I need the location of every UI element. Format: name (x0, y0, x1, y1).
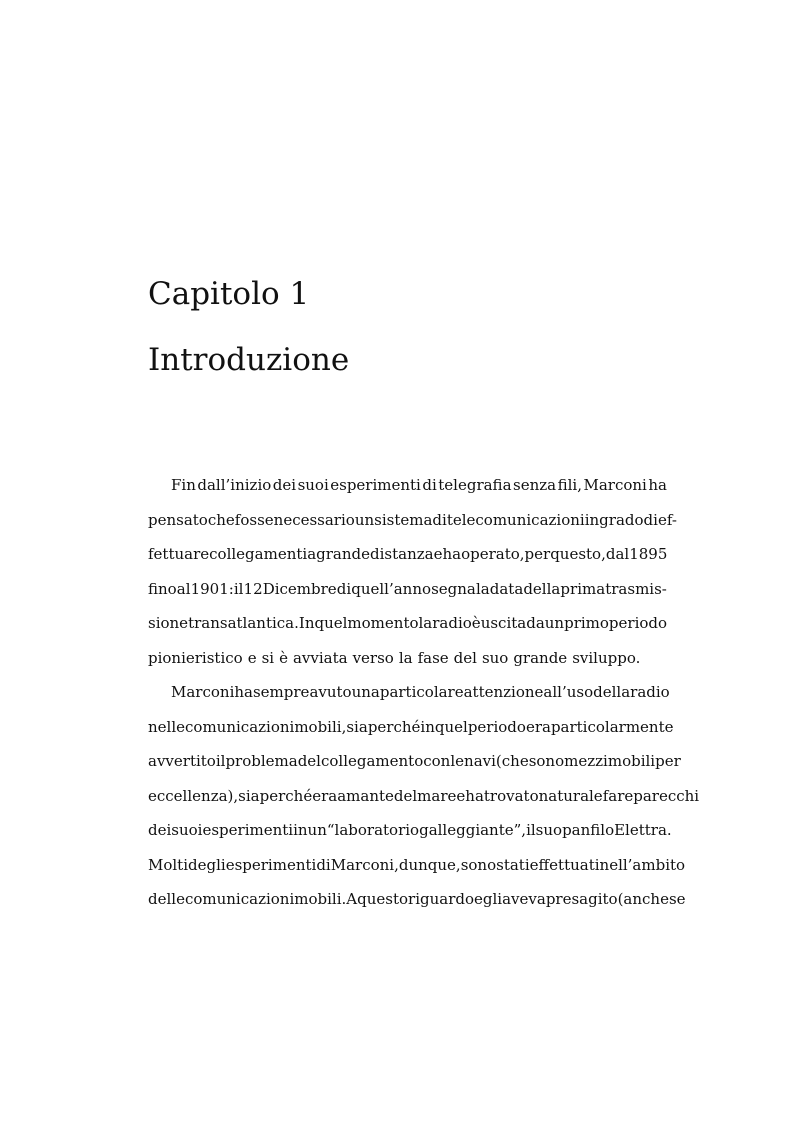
word: e (456, 786, 466, 805)
word: dunque, (398, 855, 461, 874)
word: prima (560, 579, 606, 598)
word: ha (465, 786, 484, 805)
word: di (643, 510, 658, 529)
word: era (312, 786, 338, 805)
word: nell’ambito (599, 855, 686, 874)
word: attenzione (463, 683, 544, 701)
word: Marconi (583, 476, 647, 494)
word: nelle (148, 717, 186, 736)
word: ha (648, 476, 667, 494)
word: suo (481, 648, 509, 667)
word: degli (188, 855, 226, 874)
word: sviluppo. (572, 648, 641, 667)
text-line (148, 474, 667, 509)
word: panfilo (562, 821, 615, 839)
word: avviata (292, 648, 348, 667)
word: fosse (234, 510, 274, 529)
word: grande (316, 545, 370, 563)
word: radio (432, 614, 472, 632)
word: particolare (379, 683, 464, 701)
word: necessario (273, 510, 355, 529)
chapter-title: Introduzione (148, 342, 350, 378)
word: Dicembre (262, 579, 337, 598)
word: pensato (148, 510, 208, 529)
word: ef- (657, 510, 677, 529)
word: del (297, 752, 321, 770)
word: che (207, 510, 235, 529)
word: era (525, 717, 551, 736)
word: in (420, 717, 435, 736)
word: si (261, 648, 275, 667)
word: mezzi (564, 752, 608, 770)
word: di (422, 476, 437, 494)
word: collegamento (320, 752, 424, 770)
word: comunicazioni (184, 890, 295, 908)
word: ha (442, 545, 462, 563)
word: eccellenza), (148, 786, 239, 805)
word: mare (417, 786, 457, 805)
text-line (148, 819, 672, 854)
text-line (148, 785, 700, 820)
word: dei (148, 821, 172, 839)
word: e (247, 648, 257, 667)
word: questo (357, 890, 409, 908)
word: grado (599, 510, 644, 529)
word: è (279, 648, 288, 667)
word: sempre (252, 683, 310, 701)
word: 1895 (629, 545, 668, 563)
text-line (148, 509, 677, 544)
word: di (316, 855, 331, 874)
word: esperimenti (202, 821, 294, 839)
word: in (584, 510, 600, 529)
text-line (148, 543, 667, 578)
word: il (215, 752, 226, 770)
word: 1901: (190, 579, 234, 598)
word: naturale (538, 786, 603, 805)
text-line (148, 750, 681, 785)
word: collegamenti (209, 545, 308, 563)
word: aveva (502, 890, 546, 908)
word: grande (513, 648, 568, 667)
word: un (354, 510, 375, 529)
word: esperimenti (330, 476, 421, 494)
word: riguardo (408, 890, 475, 908)
word: distanza (370, 545, 434, 563)
word: data (489, 579, 524, 598)
word: se (668, 890, 686, 908)
word: (anche (617, 890, 669, 908)
word: Marconi, (330, 855, 399, 874)
word: avuto (309, 683, 352, 701)
text-line (148, 647, 667, 682)
text-line (148, 888, 686, 923)
word: della (593, 683, 631, 701)
word: suo (535, 821, 563, 839)
word: Marconi (171, 683, 235, 701)
text-line (148, 854, 686, 889)
word: momento (347, 614, 419, 632)
word: perché (259, 786, 313, 805)
word: effettuati (529, 855, 600, 874)
word: al (176, 579, 191, 598)
word: sistema (374, 510, 433, 529)
word: è (471, 614, 481, 632)
word: in (293, 821, 308, 839)
word: un (544, 614, 565, 632)
word: per (524, 545, 551, 563)
word: quel (434, 717, 468, 736)
word: fili, (557, 476, 582, 494)
word: le (450, 752, 465, 770)
text-line (148, 716, 674, 751)
word: suoi (171, 821, 203, 839)
word: comunicazioni (185, 717, 295, 736)
word: con (423, 752, 451, 770)
word: presagito (545, 890, 618, 908)
word: esperimenti (225, 855, 317, 874)
word: Fin (171, 476, 196, 494)
chapter-number: Capitolo 1 (148, 276, 310, 312)
word: dei (272, 476, 297, 494)
word: galleggiante”, (419, 821, 527, 839)
word: questo, (550, 545, 606, 563)
word: del (453, 648, 477, 667)
word: pionieristico (148, 648, 243, 667)
word: dall’inizio (197, 476, 272, 494)
word: sono (528, 752, 565, 770)
word: (che (495, 752, 529, 770)
word: della (523, 579, 561, 598)
word: avvertito (148, 752, 216, 770)
word: “laboratorio (326, 821, 420, 839)
word: uscita (480, 614, 527, 632)
word: all’uso (543, 683, 594, 701)
word: fare (602, 786, 634, 805)
word: un (307, 821, 327, 839)
word: dal (605, 545, 630, 563)
word: In (298, 614, 315, 632)
word: trasmis- (605, 579, 667, 598)
word: quel (314, 614, 348, 632)
word: di (336, 579, 352, 598)
word: telegrafia (438, 476, 512, 494)
text-line (148, 681, 670, 716)
word: operato, (461, 545, 525, 563)
word: sia (238, 786, 260, 805)
word: di (432, 510, 447, 529)
word: telecomunicazioni (446, 510, 585, 529)
text-line (148, 578, 667, 613)
word: segna (431, 579, 476, 598)
word: perché (367, 717, 421, 736)
word: del (393, 786, 418, 805)
word: navi (464, 752, 496, 770)
word: il (233, 579, 244, 598)
word: Molti (148, 855, 189, 874)
word: sia (346, 717, 368, 736)
word: mobili. (294, 890, 347, 908)
text-line (148, 612, 667, 647)
word: radio (630, 683, 670, 701)
word: fase (417, 648, 449, 667)
word: 12 (243, 579, 263, 598)
word: problema (225, 752, 298, 770)
word: per (655, 752, 681, 770)
word: la (398, 648, 413, 667)
word: trovato (483, 786, 539, 805)
word: fettuare (148, 545, 210, 563)
word: fino (148, 579, 177, 598)
word: delle (148, 890, 185, 908)
word: parecchi (633, 786, 700, 805)
word: amante (337, 786, 394, 805)
word: senza (513, 476, 557, 494)
word: stati (496, 855, 530, 874)
body-text (148, 474, 700, 923)
word: quell’anno (351, 579, 432, 598)
word: A (346, 890, 358, 908)
word: primo (564, 614, 609, 632)
word: mobili (607, 752, 656, 770)
word: la (418, 614, 433, 632)
word: egli (474, 890, 503, 908)
word: una (351, 683, 380, 701)
word: il (526, 821, 536, 839)
word: particolarmente (550, 717, 674, 736)
word: sono (460, 855, 497, 874)
word: a (307, 545, 317, 563)
word: verso (352, 648, 394, 667)
word: e (433, 545, 443, 563)
word: Elettra. (614, 821, 672, 839)
word: ha (234, 683, 253, 701)
word: mobili, (294, 717, 347, 736)
word: da (526, 614, 545, 632)
word: transatlantica. (188, 614, 299, 632)
word: periodo (608, 614, 668, 632)
word: periodo (467, 717, 526, 736)
word: suoi (297, 476, 329, 494)
word: la (475, 579, 490, 598)
word: sione (148, 614, 189, 632)
